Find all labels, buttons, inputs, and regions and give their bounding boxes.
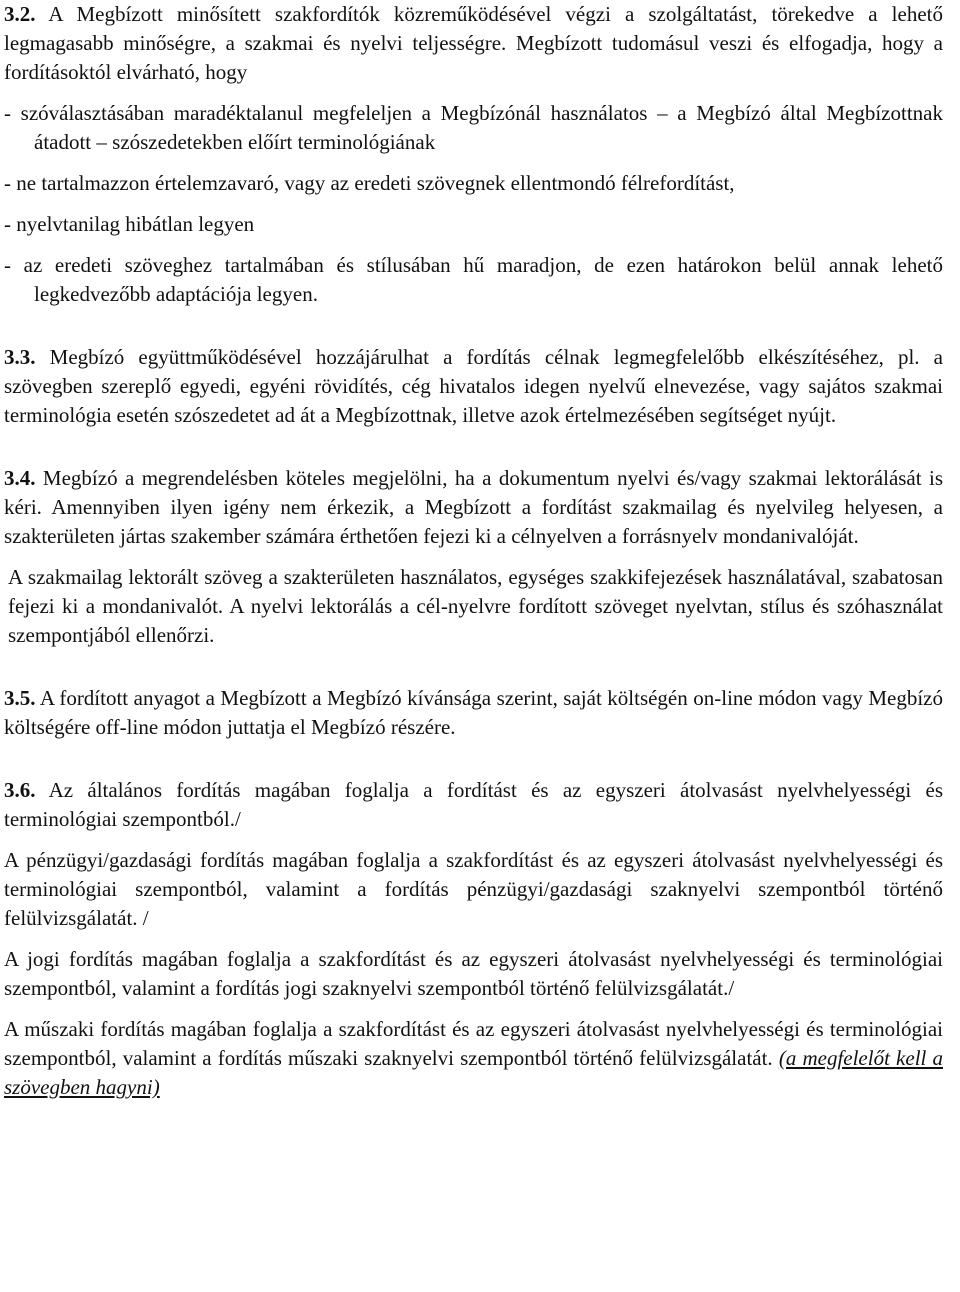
section-3-4: [4, 464, 943, 551]
section-3-3: [4, 343, 943, 430]
section-3-5: [4, 684, 943, 742]
list-item-no-mistranslation: - ne tartalmazzon értelemzavaró, vagy az eredeti szövegnek ellentmondó félrefordítást,: [4, 171, 735, 195]
section-number: 3.6.: [4, 778, 36, 802]
section-3-6-legal: A jogi fordítás magában foglalja a szakfordítást és az egyszeri átolvasást nyelvhelyességi és terminológiai szempontból, valamint a fordítás jogi szaknyelvi szempontból történő felülvizsgálatát./: [4, 947, 943, 1000]
section-text: Megbízó együttműködésével hozzájárulhat a fordítás célnak legmegfelelőbb elkészítéséhez, pl. a szövegben szereplő egyedi, egyéni rövidítés, cég hivatalos idegen nyelvű elnevezése, vagy sajátos szakmai terminológia esetén szószedetet ad át a Megbízottnak, illetve azok értelmezésében segítséget nyújt.: [4, 345, 944, 427]
list-item-grammar: - nyelvtanilag hibátlan legyen: [4, 212, 255, 236]
section-3-4-proofreading: A szakmailag lektorált szöveg a szakterületen használatos, egységes szakkifejezések használatával, szabatosan fejezi ki a mondanivalót. A nyelvi lektorálás a cél-nyelvre fordított szöveget nyelvtan, stílus és szóhasználat szempontjából ellenőrzi.: [8, 565, 943, 647]
section-text: A fordított anyagot a Megbízott a Megbízó kívánsága szerint, saját költségén on-line módon vagy Megbízó költségére off-line módon juttatja el Megbízó részére.: [4, 686, 943, 739]
section-text: A műszaki fordítás magában foglalja a szakfordítást és az egyszeri átolvasást nyelvhelyességi és terminológiai szempontból, valamint a fordítás műszaki szaknyelvi szempontból történő felülvizsgálatát.: [4, 1017, 943, 1070]
section-number: 3.3.: [4, 345, 36, 369]
section-3-6-financial: A pénzügyi/gazdasági fordítás magában foglalja a szakfordítást és az egyszeri átolvasást nyelvhelyességi és terminológiai szempontból, valamint a fordítás pénzügyi/gazdasági szaknyelvi szempontból történő felülvizsgálatát. /: [4, 848, 943, 930]
section-text: A Megbízott minősített szakfordítók közreműködésével végzi a szolgáltatást, törekedve a lehető legmagasabb minőségre, a szakmai és nyelvi teljességre. Megbízott tudomásul veszi és elfogadja, hogy a fordításoktól elvárható, hogy: [4, 2, 943, 84]
list-item-fidelity: - az eredeti szöveghez tartalmában és stílusában hű maradjon, de ezen határokon belül annak lehető legkedvezőbb adaptációja legyen.: [4, 253, 943, 306]
section-text: Az általános fordítás magában foglalja a fordítást és az egyszeri átolvasást nyelvhelyességi és terminológiai szempontból./: [4, 778, 944, 831]
section-3-6: [4, 776, 943, 834]
section-number: 3.4.: [4, 466, 36, 490]
section-number: 3.2.: [4, 2, 36, 26]
section-3-6-technical: [4, 1015, 943, 1102]
section-text: Megbízó a megrendelésben köteles megjelölni, ha a dokumentum nyelvi és/vagy szakmai lektorálását is kéri. Amennyiben ilyen igény nem érkezik, a Megbízott a fordítást szakmailag és nyelvileg helyesen, a szakterületen jártas szakember számára érthetően fejezi ki a célnyelven a forrásnyelv mondanivalóját.: [4, 466, 944, 548]
list-item-terminology: - szóválasztásában maradéktalanul megfeleljen a Megbízónál használatos – a Megbízó által Megbízottnak átadott – szószedetekben előírt terminológiának: [4, 101, 943, 154]
instruction-note: (a megfelelőt kell a szövegben hagyni): [4, 1046, 943, 1099]
section-3-2-intro: [4, 0, 943, 87]
section-number: 3.5.: [4, 686, 36, 710]
